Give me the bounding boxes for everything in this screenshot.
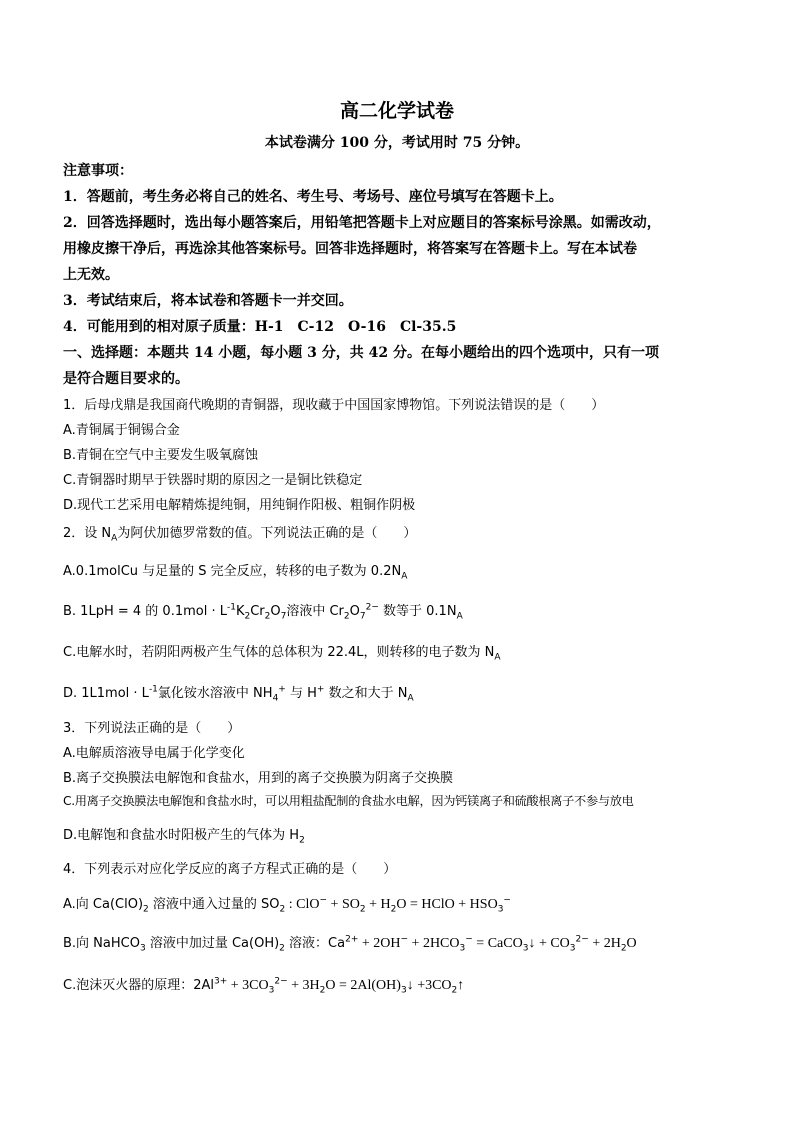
note-item: 1．答题前，考生务必将自己的姓名、考生号、考场号、座位号填写在答题卡上。 xyxy=(63,189,563,205)
q2-a-sub: A xyxy=(401,571,408,582)
note-item: 2．回答选择题时，选出每小题答案后，用铅笔把答题卡上对应题目的答案标号涂黑。如需改动， xyxy=(63,215,661,231)
note-item: 4．可能用到的相对原子质量：H-1 C-12 O-16 Cl-35.5 xyxy=(63,319,457,335)
q4-option-b xyxy=(63,932,733,952)
notes-heading: 注意事项： xyxy=(63,163,133,179)
q4-a-part: 溶液中通入过量的 SO xyxy=(148,897,280,912)
q4-b-sub: 3 xyxy=(139,943,146,954)
section-heading-cont: 是符合题目要求的。 xyxy=(63,371,189,387)
q2-b-part: 溶液中 Cr xyxy=(286,604,344,619)
q4-b-part: = CaCO xyxy=(472,936,523,951)
q4-b-part: 溶液：Ca xyxy=(284,936,346,951)
q4-b-part: + 2H xyxy=(588,936,621,951)
q2-stem-post: 为阿伏加德罗常数的值。下列说法正确的是（ ） xyxy=(117,526,417,541)
q3-option-b: B.离子交换膜法电解饱和食盐水，用到的离子交换膜为阴离子交换膜 xyxy=(63,771,454,786)
q4-b-sup: 2+ xyxy=(345,934,359,945)
q4-b-sub: 3 xyxy=(522,943,529,954)
q4-option-c xyxy=(63,974,733,994)
q3-option-a: A.电解质溶液导电属于化学变化 xyxy=(63,746,245,761)
q4-b-sub: 2 xyxy=(620,943,627,954)
q2-b-part: Cr xyxy=(250,604,265,619)
q2-c-sub: A xyxy=(494,652,501,663)
q2-option-b xyxy=(63,600,733,622)
q4-c-sub: 3 xyxy=(268,985,275,996)
q2-b-part: 数等于 0.1N xyxy=(378,604,457,619)
q4-b-sup: − xyxy=(465,934,473,945)
q2-b-part: K xyxy=(235,604,245,619)
q4-option-a xyxy=(63,893,733,913)
q4-a-sub: 3 xyxy=(497,904,504,915)
q2-d-part: 与 H xyxy=(285,686,317,701)
q4-c-part: ↓ +3CO xyxy=(406,978,452,993)
q2-d-sup: + xyxy=(278,684,286,695)
note-item: 3．考试结束后，将本试卷和答题卡一并交回。 xyxy=(63,293,353,309)
q2-b-sup: 2− xyxy=(365,602,379,613)
q2-b-sub: 7 xyxy=(280,611,287,622)
q4-b-part: 溶液中加过量 Ca(OH) xyxy=(145,936,280,951)
q2-b-sup: -1 xyxy=(226,602,236,613)
q2-d-sup: + xyxy=(316,684,325,695)
q2-option-d xyxy=(63,682,733,704)
q1-option-b: B.青铜在空气中主要发生吸氧腐蚀 xyxy=(63,448,259,463)
q2-d-part: 数之和大于 N xyxy=(324,686,408,701)
q2-stem xyxy=(63,522,733,544)
q4-c-sup: 2− xyxy=(274,976,288,987)
q4-b-part: ↓ + CO xyxy=(528,936,570,951)
q2-d-sub: A xyxy=(407,693,414,704)
q4-c-part: ↑ xyxy=(457,978,465,993)
q2-b-sub: 2 xyxy=(343,611,350,622)
q2-b-sub: A xyxy=(456,611,463,622)
q4-a-part: A.向 Ca(ClO) xyxy=(63,897,144,912)
q4-a-sup: − xyxy=(503,895,511,906)
q2-option-c xyxy=(63,641,733,663)
q1-option-c: C.青铜器时期早于铁器时期的原因之一是铜比铁稳定 xyxy=(63,473,363,488)
q3-option-d xyxy=(63,824,733,846)
q4-c-part: + 3CO xyxy=(227,978,269,993)
exam-subtitle: 本试卷满分 100 分，考试用时 75 分钟。 xyxy=(264,135,530,151)
q4-a-part: O = HClO + HSO xyxy=(396,897,498,912)
q4-c-sup: 3+ xyxy=(214,976,228,987)
q3-option-c: C.用离子交换膜法电解饱和食盐水时，可以用粗盐配制的食盐水电解，因为钙镁离子和硫酸根离子不参与放电 xyxy=(63,794,634,808)
q2-b-sub: 7 xyxy=(359,611,366,622)
q2-d-part: D. 1L1mol · L xyxy=(63,686,149,701)
q4-b-sub: 2 xyxy=(279,943,285,954)
q3-d-sub: 2 xyxy=(299,835,305,846)
q4-a-sub: 2 xyxy=(390,904,397,915)
q4-b-part: + 2OH xyxy=(358,936,401,951)
q2-d-part: 氯化铵水溶液中 NH xyxy=(157,686,273,701)
q2-b-part: O xyxy=(349,604,360,619)
q4-b-sub: 3 xyxy=(459,943,466,954)
q2-a-text: A.0.1molCu 与足量的 S 完全反应，转移的电子数为 0.2N xyxy=(63,564,402,579)
q4-a-sub: 2 xyxy=(143,904,149,915)
q2-b-part: O xyxy=(270,604,281,619)
section-heading: 一、选择题：本题共 14 小题，每小题 3 分，共 42 分。在每小题给出的四个选项中，只有一项 xyxy=(63,345,659,361)
q4-b-part: + 2HCO xyxy=(408,936,460,951)
q4-c-part: C.泡沫灭火器的原理：2Al xyxy=(63,978,214,993)
q4-b-part: B.向 NaHCO xyxy=(63,936,140,951)
q2-b-sub: 2 xyxy=(264,611,271,622)
q2-d-sub: 4 xyxy=(272,693,279,704)
q2-c-text: C.电解水时，若阴阳两极产生气体的总体积为 22.4L，则转移的电子数为 N xyxy=(63,645,495,660)
note-item: 用橡皮擦干净后，再选涂其他答案标号。回答非选择题时，将答案写在答题卡上。写在本试卷 xyxy=(63,241,637,257)
q3-d-text: D.电解饱和食盐水时阳极产生的气体为 H xyxy=(63,828,300,843)
q1-stem: 1．后母戊鼎是我国商代晚期的青铜器，现收藏于中国国家博物馆。下列说法错误的是（ ） xyxy=(63,398,605,413)
q4-a-sup: − xyxy=(319,895,328,906)
q4-b-part: O xyxy=(626,936,637,951)
q4-c-part: O = 2Al(OH) xyxy=(325,978,401,993)
q4-c-sub: 3 xyxy=(400,985,407,996)
q4-a-part: : ClO xyxy=(285,897,320,912)
q2-b-sub: 2 xyxy=(244,611,251,622)
q4-b-sup: − xyxy=(400,934,409,945)
q2-option-a xyxy=(63,560,733,582)
q2-b-part: B. 1LpH = 4 的 0.1mol · L xyxy=(63,604,227,619)
q4-a-part: + H xyxy=(365,897,391,912)
q4-c-sub: 2 xyxy=(451,985,458,996)
q4-a-sub: 2 xyxy=(279,904,286,915)
q4-a-part: + SO xyxy=(327,897,360,912)
q4-a-sub: 2 xyxy=(359,904,366,915)
exam-title: 高二化学试卷 xyxy=(339,100,454,122)
q3-stem: 3．下列说法正确的是（ ） xyxy=(63,721,241,736)
q1-option-a: A.青铜属于铜锡合金 xyxy=(63,423,180,438)
note-item: 上无效。 xyxy=(63,267,119,283)
q2-stem-pre: 2．设 N xyxy=(63,526,112,541)
q2-d-sup: -1 xyxy=(148,684,158,695)
q2-stem-sub: A xyxy=(111,533,118,544)
q1-option-d: D.现代工艺采用电解精炼提纯铜，用纯铜作阳极、粗铜作阴极 xyxy=(63,498,416,513)
q4-b-sup: 2− xyxy=(575,934,589,945)
q4-b-sub: 3 xyxy=(569,943,576,954)
q4-c-part: + 3H xyxy=(287,978,320,993)
q4-c-sub: 2 xyxy=(319,985,326,996)
q4-stem: 4．下列表示对应化学反应的离子方程式正确的是（ ） xyxy=(63,862,397,877)
